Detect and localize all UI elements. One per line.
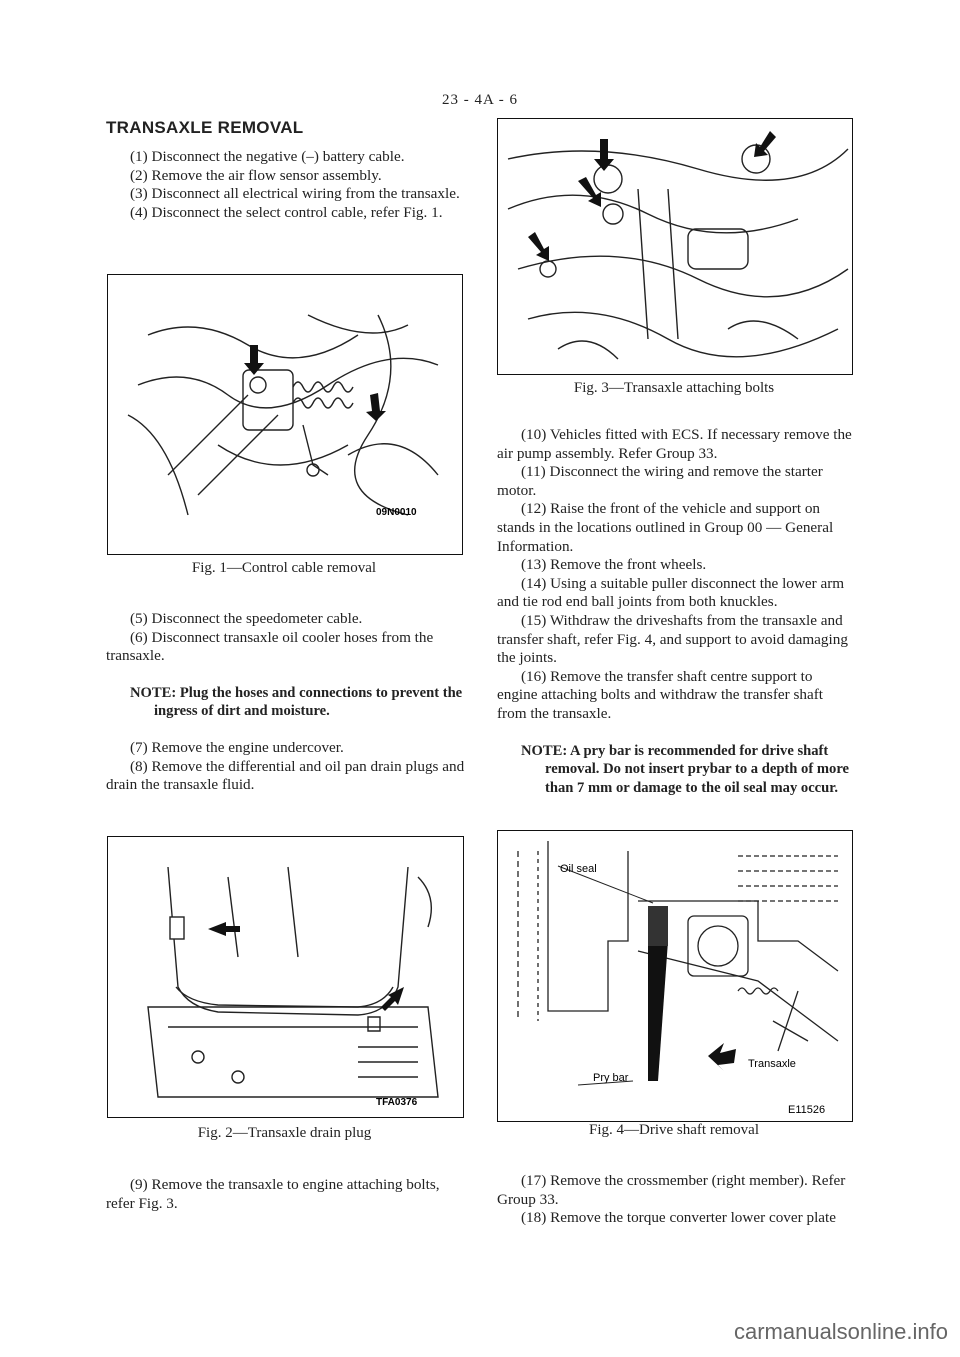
step-9: (9) Remove the transaxle to engine attaching bolts, refer Fig. 3. — [106, 1176, 440, 1212]
right-steps-2 — [497, 1172, 853, 1228]
figure-2-code: TFA0376 — [376, 1097, 418, 1108]
figure-4-caption: Fig. 4—Drive shaft removal — [589, 1122, 759, 1138]
step-15: (15) Withdraw the driveshafts from the transaxle and transfer shaft, refer Fig. 4, and support to avoid damaging the joints. — [497, 611, 848, 667]
step-12: (12) Raise the front of the vehicle and support on stands in the locations outlined in Group 00 — General Information. — [497, 500, 834, 555]
left-steps-1 — [106, 148, 470, 222]
label-transaxle: Transaxle — [748, 1058, 796, 1070]
figure-4-code: E11526 — [788, 1104, 826, 1116]
step-17: (17) Remove the crossmember (right member). Refer Group 33. — [497, 1172, 846, 1208]
step-8: (8) Remove the differential and oil pan drain plugs and drain the transaxle fluid. — [106, 757, 465, 794]
figure-4-image — [497, 830, 853, 1122]
step-5: (5) Disconnect the speedometer cable. — [130, 610, 363, 627]
page-number: 23 - 4A - 6 — [442, 92, 518, 108]
section-heading: TRANSAXLE REMOVAL — [106, 118, 304, 137]
figure-1-caption: Fig. 1—Control cable removal — [191, 560, 377, 576]
control-cable-illustration — [108, 275, 462, 554]
step-13: (13) Remove the front wheels. — [521, 556, 707, 574]
figure-1-image — [107, 274, 463, 555]
figure-2-caption: Fig. 2—Transaxle drain plug — [197, 1125, 372, 1141]
step-16: (16) Remove the transfer shaft centre support to engine attaching bolts and withdraw the transfer shaft from the transaxle. — [497, 667, 824, 722]
step-6: (6) Disconnect transaxle oil cooler hoses from the transaxle. — [106, 628, 434, 665]
note-plug-hoses: NOTE: Plug the hoses and connections to prevent the ingress of dirt and moisture. — [130, 684, 463, 720]
step-4: (4) Disconnect the select control cable, refer Fig. 1. — [130, 203, 443, 221]
step-1: (1) Disconnect the negative (–) battery cable. — [130, 148, 405, 165]
step-14: (14) Using a suitable puller disconnect the lower arm and tie rod end ball joints from both knuckles. — [497, 574, 845, 611]
label-pry-bar: Pry bar — [593, 1072, 629, 1084]
step-18: (18) Remove the torque converter lower cover plate — [521, 1209, 837, 1227]
figure-3-caption: Fig. 3—Transaxle attaching bolts — [573, 380, 775, 396]
drive-shaft-removal-illustration — [498, 831, 852, 1121]
figure-3-image — [497, 118, 853, 375]
label-oil-seal: Oil seal — [560, 863, 597, 875]
drain-plug-illustration — [108, 837, 463, 1117]
left-steps-3 — [106, 1176, 470, 1213]
right-steps-1 — [497, 426, 853, 797]
step-3: (3) Disconnect all electrical wiring from the transaxle. — [130, 185, 460, 203]
note-pry-bar: NOTE: A pry bar is recommended for drive shaft removal. Do not insert prybar to a depth of more than 7 mm or damage to the oil seal may occur. — [521, 742, 850, 796]
left-steps-2 — [106, 610, 470, 795]
step-7: (7) Remove the engine undercover. — [130, 738, 344, 756]
step-11: (11) Disconnect the wiring and remove the starter motor. — [497, 463, 823, 499]
step-2: (2) Remove the air flow sensor assembly. — [130, 166, 382, 184]
figure-1-code: 09N0010 — [376, 507, 417, 518]
step-10: (10) Vehicles fitted with ECS. If necessary remove the air pump assembly. Refer Group 33. — [497, 426, 852, 462]
figure-2-image — [107, 836, 464, 1118]
attaching-bolts-illustration — [498, 119, 852, 374]
footer-watermark: carmanualsonline.info — [733, 1319, 948, 1344]
